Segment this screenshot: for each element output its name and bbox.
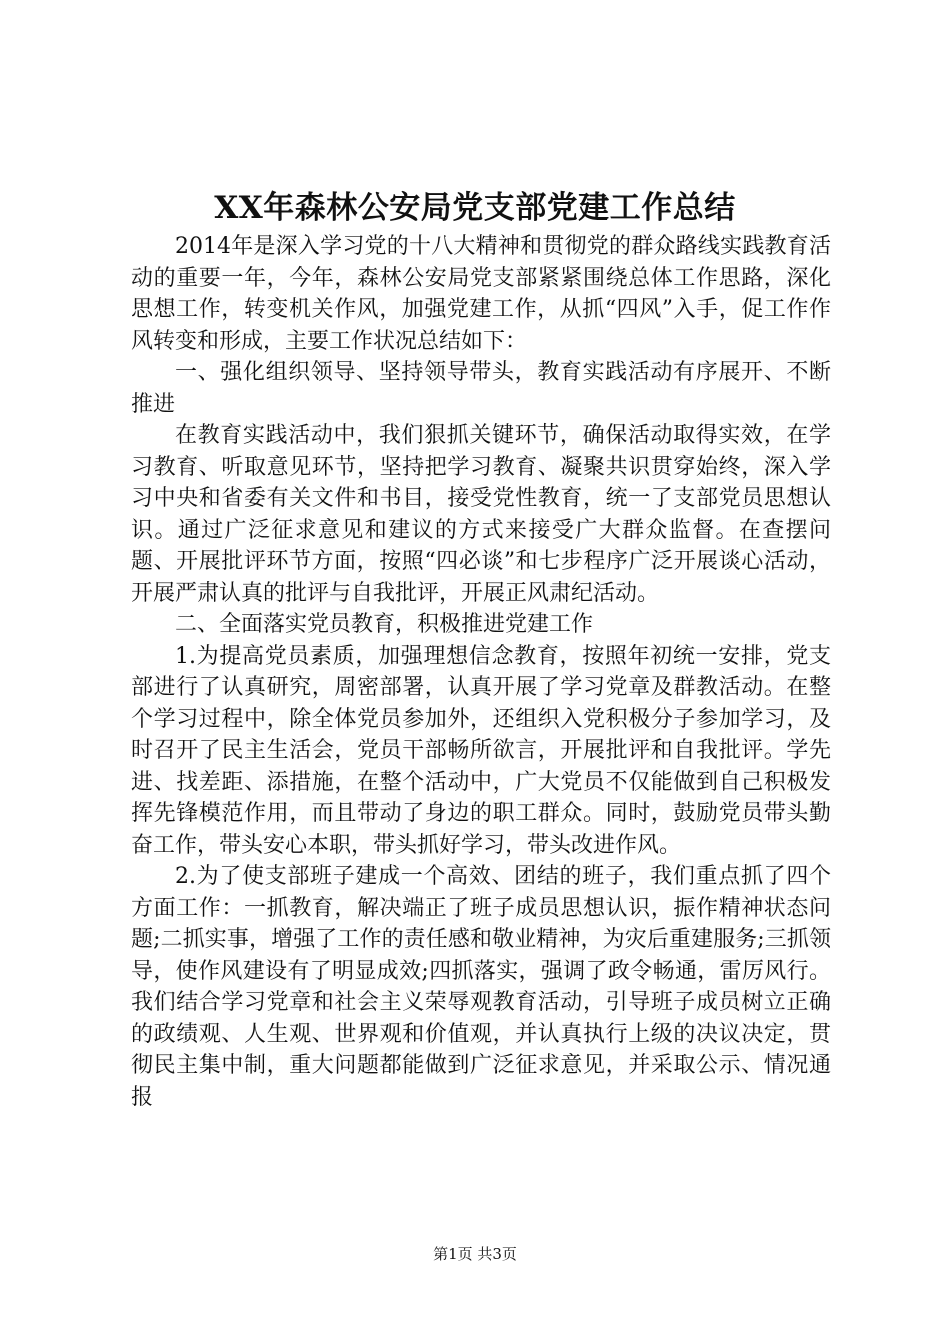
- paragraph-item-1: 1.为提高党员素质，加强理想信念教育，按照年初统一安排，党支部进行了认真研究，周密部署，认真开展了学习党章及群教活动。在整个学习过程中，除全体党员参加外，还组织入党积极分子参加学习，及时召开了民主生活会，党员干部畅所欲言，开展批评和自我批评。学先进、找差距、添措施，在整个活动中，广大党员不仅能做到自己积极发挥先锋模范作用，而且带动了身边的职工群众。同时，鼓励党员带头勤奋工作，带头安心本职，带头抓好学习，带头改进作风。: [131, 643, 831, 858]
- paragraph-section-1: 在教育实践活动中，我们狠抓关键环节，确保活动取得实效，在学习教育、听取意见环节，坚持把学习教育、凝聚共识贯穿始终，深入学习中央和省委有关文件和书目，接受党性教育，统一了支部党员思想认识。通过广泛征求意见和建议的方式来接受广大群众监督。在查摆问题、开展批评环节方面，按照“四必谈”和七步程序广泛开展谈心活动，开展严肃认真的批评与自我批评，开展正风肃纪活动。: [131, 423, 831, 606]
- document-body: [131, 231, 831, 1113]
- section-heading-2: 二、全面落实党员教育，积极推进党建工作: [175, 612, 594, 637]
- paragraph-item-2: 2.为了使支部班子建成一个高效、团结的班子，我们重点抓了四个方面工作：一抓教育，解决端正了班子成员思想认识，振作精神状态问题;二抓实事，增强了工作的责任感和敬业精神，为灾后重建服务;三抓领导，使作风建设有了明显成效;四抓落实，强调了政令畅通，雷厉风行。我们结合学习党章和社会主义荣辱观教育活动，引导班子成员树立正确的政绩观、人生观、世界观和价值观，并认真执行上级的决议决定，贯彻民主集中制，重大问题都能做到广泛征求意见，并采取公示、情况通报: [131, 864, 831, 1110]
- paragraph-intro: 2014年是深入学习党的十八大精神和贯彻党的群众路线实践教育活动的重要一年，今年，森林公安局党支部紧紧围绕总体工作思路，深化思想工作，转变机关作风，加强党建工作，从抓“四风”入手，促工作作风转变和形成，主要工作状况总结如下：: [131, 234, 831, 354]
- page-footer: 第1页 共3页: [433, 1245, 517, 1263]
- section-heading-1: 一、强化组织领导、坚持领导带头，教育实践活动有序展开、不断推进: [131, 360, 831, 417]
- document-title: XX年森林公安局党支部党建工作总结: [214, 190, 736, 226]
